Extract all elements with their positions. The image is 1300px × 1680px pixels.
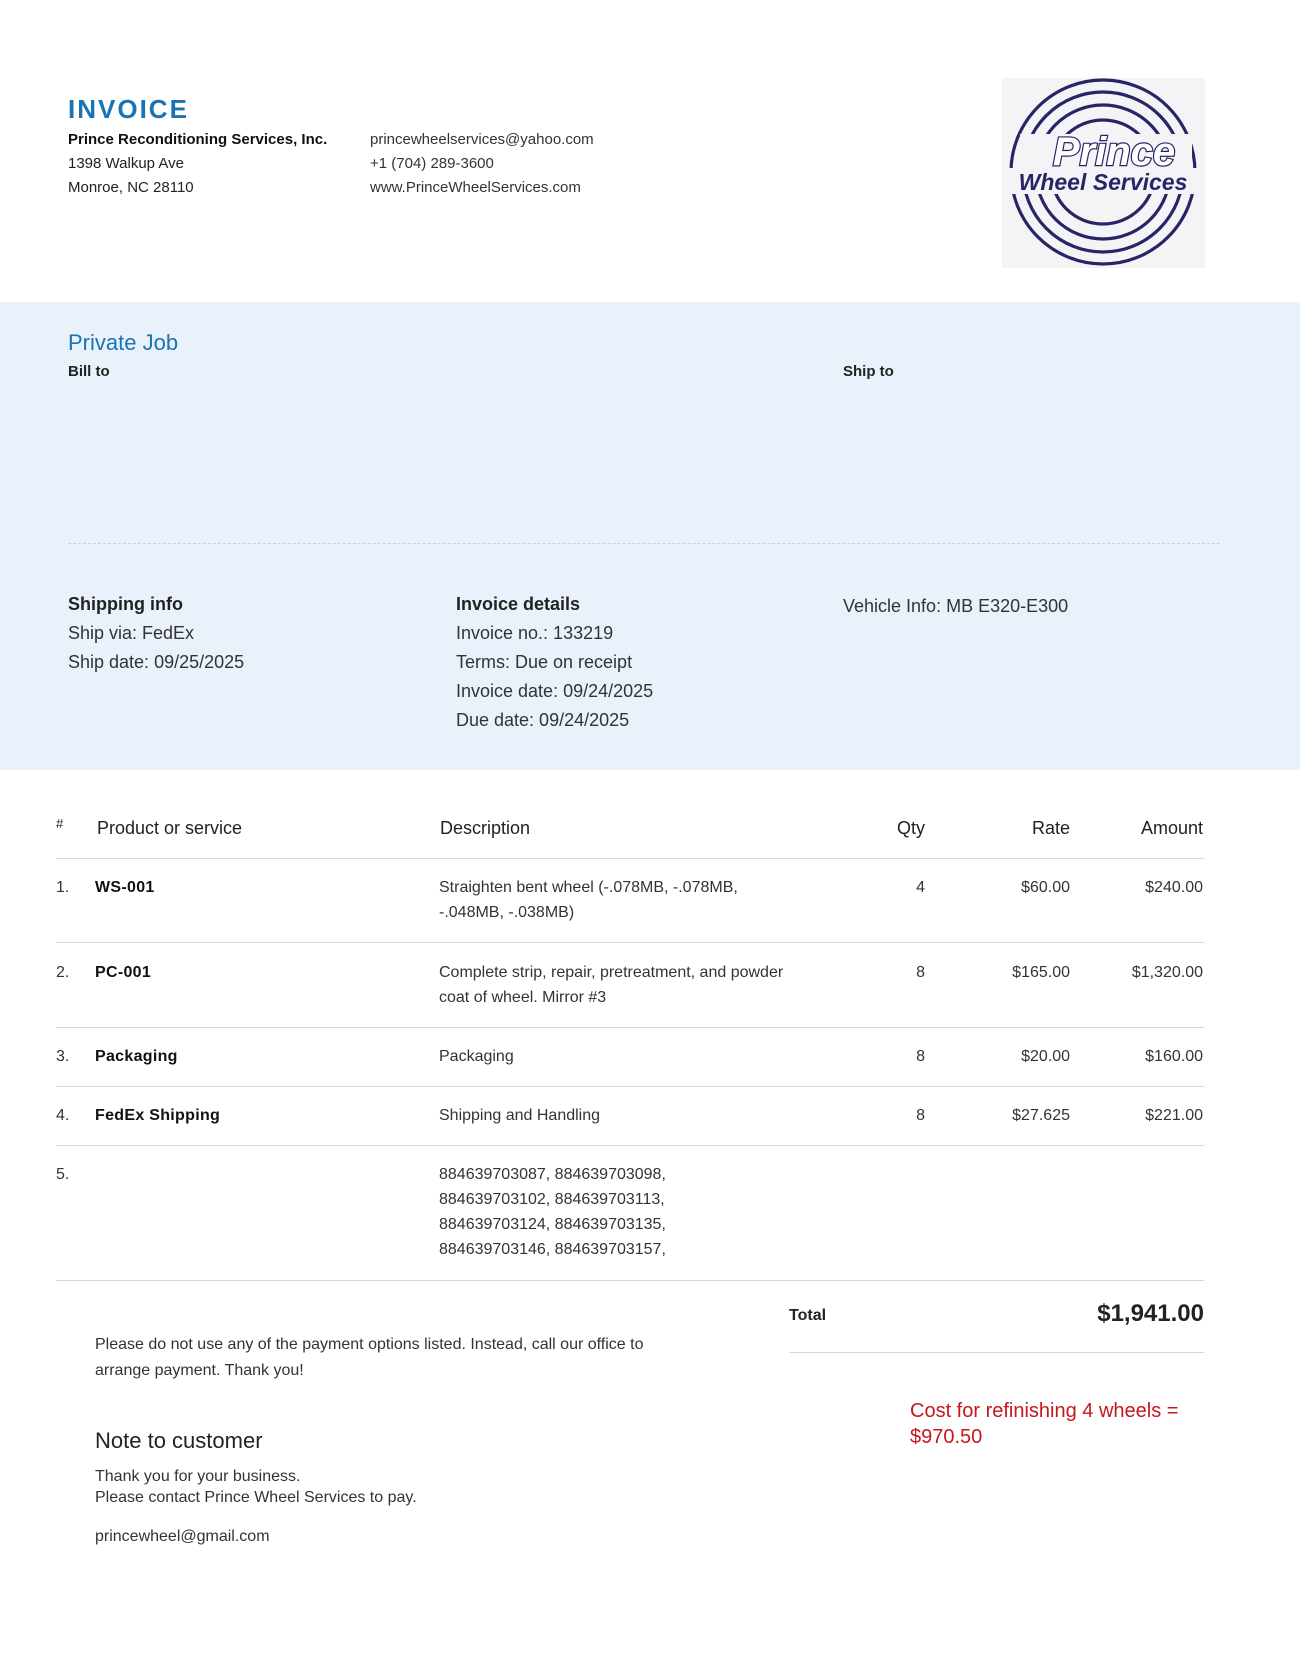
company-logo: [1002, 78, 1205, 268]
col-header-description: Description: [440, 818, 531, 838]
row-num: 2.: [56, 964, 70, 981]
invoice-terms: Terms: Due on receipt: [456, 652, 633, 672]
company-name: Prince Reconditioning Services, Inc.: [68, 131, 328, 148]
note-line-2: Please contact Prince Wheel Services to pay.: [95, 1489, 417, 1506]
row-description: Shipping and Handling: [439, 1107, 601, 1124]
row-description: 884639703087, 884639703098, 884639703102, 884639703113, 884639703124, 884639703135, 884639703146, 884639703157,: [439, 1166, 666, 1258]
row-rate: $60.00: [1021, 879, 1070, 896]
row-rate: $27.625: [1012, 1107, 1070, 1124]
col-header-product: Product or service: [97, 818, 243, 838]
company-email[interactable]: princewheelservices@yahoo.com: [370, 131, 594, 148]
row-amount: $160.00: [1145, 1048, 1203, 1065]
ship-via: Ship via: FedEx: [68, 623, 195, 643]
row-qty: 8: [916, 1107, 925, 1124]
table-bottom-divider: [56, 1280, 1204, 1281]
invoice-date: Invoice date: 09/24/2025: [456, 681, 654, 701]
row-qty: 8: [916, 1048, 925, 1065]
col-header-num: #: [56, 816, 64, 831]
row-qty: 8: [916, 964, 925, 981]
row-qty: 4: [916, 879, 925, 896]
col-header-rate: Rate: [1031, 818, 1070, 838]
company-block: [68, 128, 338, 200]
logo-text-wheel-services: Wheel Services: [1018, 169, 1188, 195]
payment-note: Please do not use any of the payment options listed. Instead, call our office to arrange payment. Thank you!: [95, 1336, 644, 1379]
col-header-qty: Qty: [896, 818, 925, 838]
invoice-number: Invoice no.: 133219: [456, 623, 614, 643]
refinish-cost-note: Cost for refinishing 4 wheels = $970.50: [910, 1400, 1179, 1448]
row-rate: $20.00: [1021, 1048, 1070, 1065]
company-phone[interactable]: +1 (704) 289-3600: [370, 155, 494, 172]
row-product: FedEx Shipping: [95, 1107, 221, 1124]
row-amount: $221.00: [1145, 1107, 1203, 1124]
ship-date: Ship date: 09/25/2025: [68, 652, 245, 672]
row-product: WS-001: [95, 879, 155, 896]
row-divider: [56, 1145, 1204, 1146]
row-product: PC-001: [95, 964, 152, 981]
row-amount: $1,320.00: [1131, 964, 1203, 981]
row-num: 5.: [56, 1166, 70, 1183]
company-address-line1: 1398 Walkup Ave: [68, 155, 184, 172]
row-num: 1.: [56, 879, 70, 896]
row-description: Packaging: [439, 1048, 514, 1065]
row-num: 4.: [56, 1107, 70, 1124]
total-value: $1,941.00: [1097, 1300, 1204, 1327]
note-line-1: Thank you for your business.: [95, 1468, 301, 1485]
bill-to-label: Bill to: [68, 363, 110, 380]
row-divider: [56, 1086, 1204, 1087]
invoice-details: [456, 594, 653, 735]
row-description: Straighten bent wheel (-.078MB, -.078MB, -.048MB, -.038MB): [439, 879, 738, 921]
row-rate: $165.00: [1012, 964, 1070, 981]
contact-block: [370, 128, 594, 200]
row-divider: [56, 1027, 1204, 1028]
shipping-info-heading: Shipping info: [68, 594, 183, 614]
row-num: 3.: [56, 1048, 70, 1065]
dashed-divider: [68, 543, 1220, 544]
logo-text-prince: Prince: [1052, 130, 1176, 174]
due-date: Due date: 09/24/2025: [456, 710, 630, 730]
table-header-divider: [56, 858, 1204, 859]
shipping-info: [68, 594, 244, 677]
total-label: Total: [789, 1307, 827, 1324]
note-email[interactable]: princewheel@gmail.com: [95, 1528, 270, 1545]
total-divider: [789, 1352, 1204, 1353]
row-amount: $240.00: [1145, 879, 1203, 896]
row-description: Complete strip, repair, pretreatment, and powder coat of wheel. Mirror #3: [439, 964, 784, 1006]
row-divider: [56, 942, 1204, 943]
job-title: Private Job: [68, 330, 179, 355]
row-product: Packaging: [95, 1048, 178, 1065]
ship-to-label: Ship to: [843, 363, 894, 380]
invoice-title: INVOICE: [68, 94, 189, 124]
company-website[interactable]: www.PrinceWheelServices.com: [370, 179, 581, 196]
note-body: [95, 1466, 417, 1508]
note-heading: Note to customer: [95, 1428, 263, 1453]
company-address-line2: Monroe, NC 28110: [68, 179, 194, 196]
invoice-details-heading: Invoice details: [456, 594, 581, 614]
col-header-amount: Amount: [1140, 818, 1203, 838]
vehicle-info: Vehicle Info: MB E320-E300: [843, 596, 1069, 616]
